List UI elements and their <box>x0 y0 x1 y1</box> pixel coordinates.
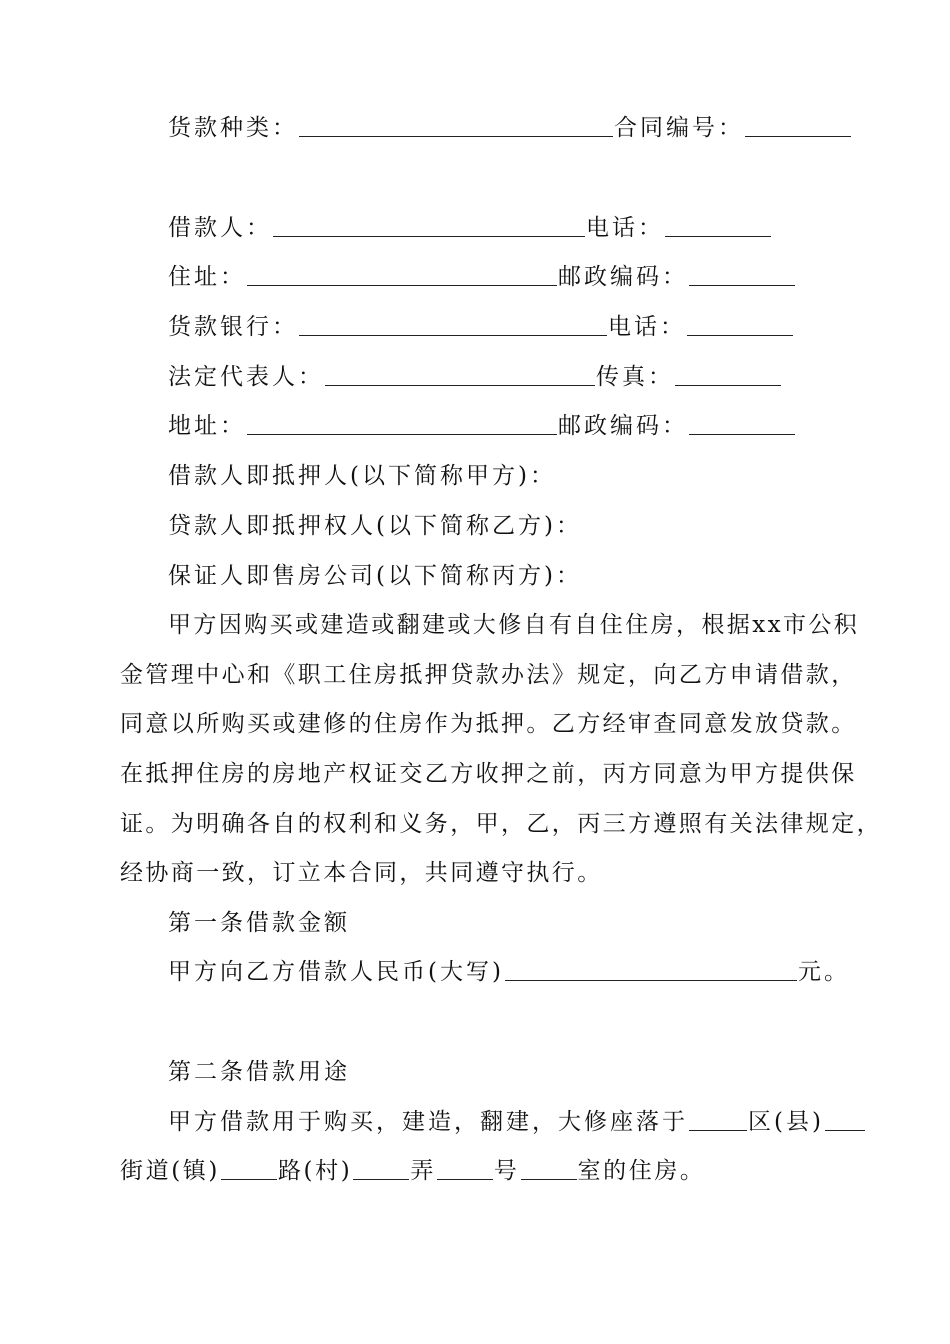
loan-type-blank[interactable] <box>299 114 613 137</box>
fax-label: 传真： <box>596 364 674 390</box>
lender-bank-blank[interactable] <box>299 313 607 336</box>
preamble-line-6: 经协商一致，订立本合同，共同遵守执行。 <box>120 860 603 886</box>
amount-blank[interactable] <box>505 958 797 981</box>
street-blank[interactable] <box>221 1157 277 1180</box>
road-label: 路(村) <box>277 1158 353 1184</box>
party-b-line: 贷款人即抵押权人(以下简称乙方)： <box>168 513 582 539</box>
address-line <box>168 411 950 441</box>
lender-bank-line <box>168 312 950 342</box>
fax-blank[interactable] <box>675 363 781 386</box>
location-blank[interactable] <box>689 1108 747 1131</box>
party-c-line: 保证人即售房公司(以下简称丙方)： <box>168 563 582 589</box>
postcode-label: 邮政编码： <box>558 264 688 290</box>
room-label: 室的住房。 <box>577 1158 706 1184</box>
lender-bank-label: 货款银行： <box>168 314 298 340</box>
loan-type-label: 货款种类： <box>168 115 298 141</box>
preamble-line-1: 甲方因购买或建造或翻建或大修自有自住住房，根据xx市公积 <box>168 612 860 638</box>
article-2-text: 甲方借款用于购买，建造，翻建，大修座落于 <box>168 1109 688 1135</box>
borrower-label: 借款人： <box>168 215 272 241</box>
phone-label: 电话： <box>608 314 686 340</box>
article-2-text-line-2 <box>120 1156 950 1186</box>
phone-blank[interactable] <box>665 214 771 237</box>
phone-label: 电话： <box>586 215 664 241</box>
article-2-text-line-1 <box>168 1107 950 1137</box>
number-label: 号 <box>493 1158 520 1184</box>
preamble-line-3: 同意以所购买或建修的住房作为抵押。乙方经审查同意发放贷款。 <box>120 711 857 737</box>
legal-rep-label: 法定代表人： <box>168 364 324 390</box>
district-label: 区(县) <box>748 1109 824 1135</box>
article-1-title: 第一条借款金额 <box>168 910 350 936</box>
bank-postcode-blank[interactable] <box>689 412 795 435</box>
bank-phone-blank[interactable] <box>687 313 793 336</box>
borrower-line <box>168 213 950 243</box>
residence-blank[interactable] <box>247 263 557 286</box>
article-1-text <box>168 957 950 987</box>
article-1-text-before: 甲方向乙方借款人民币(大写) <box>168 959 504 985</box>
postcode-blank[interactable] <box>689 263 795 286</box>
loan-type-line <box>168 113 950 143</box>
address-label: 地址： <box>168 413 246 439</box>
preamble-line-4: 在抵押住房的房地产权证交乙方收押之前，丙方同意为甲方提供保 <box>120 761 857 787</box>
postcode-label: 邮政编码： <box>558 413 688 439</box>
road-blank[interactable] <box>353 1157 409 1180</box>
contract-no-blank[interactable] <box>745 114 851 137</box>
article-2-title: 第二条借款用途 <box>168 1059 350 1085</box>
borrower-blank[interactable] <box>273 214 585 237</box>
party-a-line: 借款人即抵押人(以下简称甲方)： <box>168 463 556 489</box>
legal-rep-line <box>168 362 950 392</box>
contract-no-label: 合同编号： <box>614 115 744 141</box>
lane-blank[interactable] <box>437 1157 493 1180</box>
lane-label: 弄 <box>410 1158 436 1184</box>
article-1-text-after: 元。 <box>797 959 850 985</box>
number-blank[interactable] <box>521 1157 577 1180</box>
district-blank[interactable] <box>825 1108 865 1131</box>
residence-label: 住址： <box>168 264 246 290</box>
residence-line <box>168 262 950 292</box>
legal-rep-blank[interactable] <box>325 363 595 386</box>
preamble-line-2: 金管理中心和《职工住房抵押贷款办法》规定，向乙方申请借款， <box>120 662 857 688</box>
street-label: 街道(镇) <box>120 1158 220 1184</box>
preamble-line-5: 证。为明确各自的权利和义务，甲，乙，丙三方遵照有关法律规定， <box>120 811 882 837</box>
address-blank[interactable] <box>247 412 557 435</box>
